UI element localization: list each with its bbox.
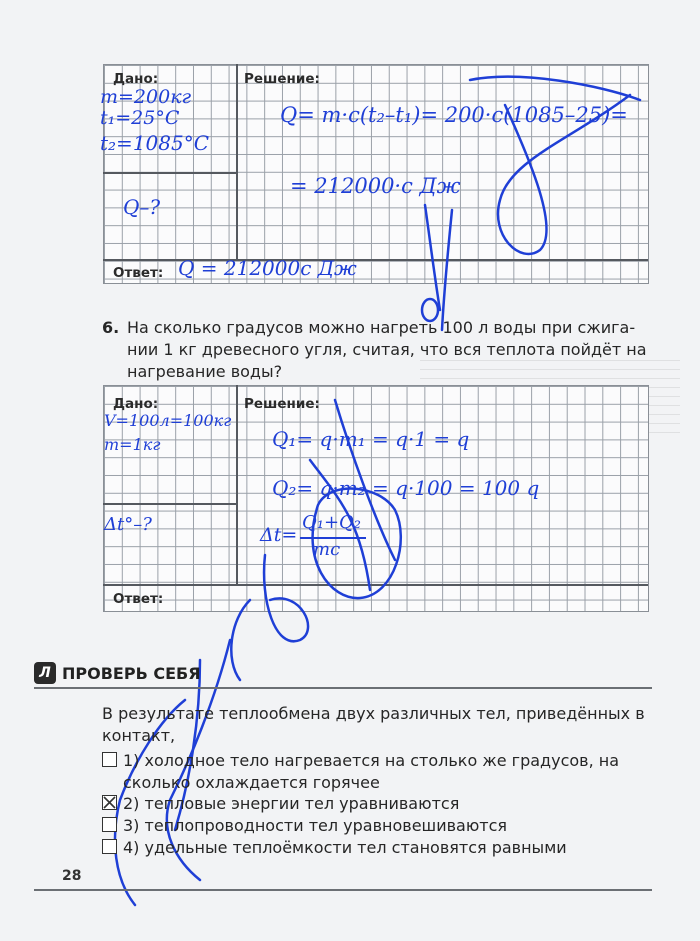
task5-find: Q–? [123,195,161,219]
option-4-label: 4) удельные теплоёмкости тел становятся равными [123,838,567,857]
check-yourself-rule [34,687,652,689]
task5-given-label: Дано: [113,71,159,87]
task6-find: Δt°–? [104,514,152,535]
option-1[interactable] [102,750,654,794]
task5-given-t1: t₁=25°C [100,107,180,129]
task6-solution-line1: Q₁= q·m₁ = q·1 = q [272,427,470,451]
task5-solution-line1: Q= m·c(t₂–t₁)= 200·c(1085–25)= [280,103,628,127]
page-number: 28 [62,868,82,884]
option-3-label: 3) теплопроводности тел уравновешиваются [123,816,508,835]
task6-given-label: Дано: [113,396,159,412]
task5-solution-label: Решение: [244,71,320,87]
option-2-label: 2) тепловые энергии тел уравниваются [123,794,460,813]
task6-answer-label: Ответ: [113,591,164,607]
task6-question: На сколько градусов можно нагреть 100 л воды при сжигании 1 кг древесного угля, считая, что вся теплота пойдёт на нагревание воды? [127,318,647,381]
check-yourself-icon [34,662,56,684]
option-2[interactable] [102,793,654,815]
task6-solution-line2: Q₂= q·m₂ = q·100 = 100 q [272,476,540,500]
option-4-checkbox[interactable] [102,839,117,854]
option-3-checkbox[interactable] [102,817,117,832]
checkmark-x-icon [103,796,116,809]
task6-solution-line3-numerator: Q₁+Q₂ [302,512,362,533]
check-yourself-title: ПРОВЕРЬ СЕБЯ [62,664,201,683]
footer-rule [34,889,652,891]
task6-given-volume: V=100л=100кг [104,411,232,430]
task6-solution-line3-lhs: Δt= [260,524,298,546]
task5-answer: Q = 212000c Дж [178,256,357,280]
task5-given-t2: t₂=1085°C [100,131,210,155]
task6-given-mass: m=1кг [104,435,161,454]
option-1-checkbox[interactable] [102,752,117,767]
option-3[interactable] [102,815,654,837]
option-1-label: 1) холодное тело нагревается на столько же градусов, на сколько охлаждается горячее [123,751,620,792]
task5-answer-label: Ответ: [113,265,164,281]
task6-solution-line3-denominator: mc [313,539,341,560]
task5-given-mass: m=200кг [100,86,192,108]
task5-solution-line2: = 212000·c Дж [290,174,461,198]
task6-solution-label: Решение: [244,396,320,412]
task6-number: 6. [102,318,120,337]
check-yourself-prompt: В результате теплообмена двух различных тел, приведённых в контакт, [102,704,645,745]
option-4[interactable] [102,837,654,859]
check-yourself-icon-letter: Л [39,665,51,681]
option-2-checkbox[interactable] [102,795,117,810]
